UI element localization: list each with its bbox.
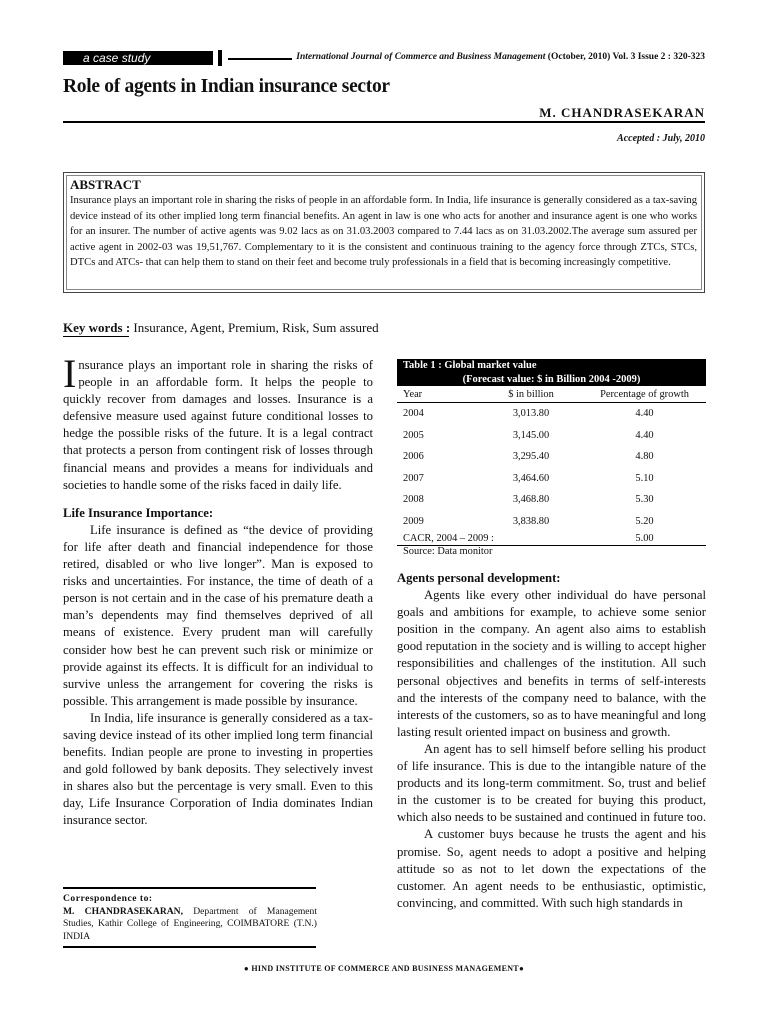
table-row	[397, 425, 706, 447]
life-insurance-paragraph-1: Life insurance is defined as “the device of providing for life after death and financial independence for those retired, disabled or who live longer”. Man is exposed to risks and uncertainties. For instance, the time of death of a person is not certain and in the case of his premature death a man’s dependents may find themselves deprived of all means of existence. Every prudent man will carefully consider how best he can prevent such risk or minimize or provide against its effects. It is difficult for an individual to survive unless the arrangement for covering the risks is possible. This arrangement is made possible by insurance.	[63, 522, 373, 708]
table-cell-growth: 4.80	[635, 451, 654, 463]
table-cell-growth: 5.30	[635, 494, 654, 506]
table-cell-year: 2008	[403, 494, 424, 506]
correspondence-block	[63, 893, 317, 943]
column-header-growth: Percentage of growth	[583, 386, 706, 403]
journal-name: International Journal of Commerce and Business Management	[296, 52, 546, 62]
keywords-label: Key words :	[63, 320, 131, 335]
table-cell-growth: 5.10	[635, 472, 654, 484]
table-cell-value: 3,838.80	[512, 515, 550, 527]
abstract-heading: ABSTRACT	[70, 177, 141, 192]
cagr-label: CACR, 2004 – 2009 :	[397, 532, 583, 546]
table-header-row	[397, 386, 706, 403]
table-cell-value: 3,013.80	[512, 408, 550, 420]
table-cell-year: 2006	[403, 451, 424, 463]
journal-meta: (October, 2010) Vol. 3 Issue 2 : 320-323	[547, 52, 705, 62]
table-cell-year: 2004	[403, 408, 424, 420]
table-cell-value: 3,468.80	[512, 494, 550, 506]
table-cell-value: 3,464.60	[512, 472, 550, 484]
agents-paragraph-3: A customer buys because he trusts the agent and his promise. So, agent needs to adopt a positive and helping attitude so as not to let down the expectations of the customer. An agent needs to be enthusiastic, optimistic, convincing, and committed. With such high standards in	[397, 827, 706, 910]
correspondence-rule-bottom	[63, 946, 316, 948]
agents-paragraph-2: An agent has to sell himself before selling his product of life insurance. This is due to the intangible nature of the products and its long-term commitment. So, trust and belief in the customer is to be created for buying this product, which also needs to be sustained and continued in future too.	[397, 741, 707, 825]
correspondence-rule-top	[63, 887, 316, 889]
intro-text: nsurance plays an important role in sharing the risks of people in an affordable form. It helps the people to quickly recover from damages and losses. Insurance is a defensive measure used against future conditional losses to hedge the possible risks of the future. It is a legal contract that protects a person from contingent risk of losses through financial means and provides a means for individuals and societies to handle some of the risks faced in daily life.	[63, 358, 373, 492]
keywords-underline	[63, 336, 129, 337]
table-subtitle: (Forecast value: $ in Billion 2004 -2009)	[397, 373, 706, 386]
author-name: M. CHANDRASEKARAN	[539, 105, 705, 120]
correspondence-heading: Correspondence to:	[63, 893, 153, 904]
article-title: Role of agents in Indian insurance sector	[63, 76, 390, 97]
table-cell-value: 3,145.00	[512, 429, 550, 441]
table-cell-growth: 5.20	[635, 515, 654, 527]
table-cell-year: 2009	[403, 515, 424, 527]
life-insurance-paragraph-2: In India, life insurance is generally considered as a tax-saving device instead of its other implied long term financial benefits. Indian people are prone to investing in properties and gold followed by bank deposits. They selectively invest in shares also but the percentage is very small. Even to this day, Life Insurance Corporation of India dominates Indian insurance sector.	[63, 710, 373, 828]
table-cell-value: 3,295.40	[512, 451, 550, 463]
section-heading-agents: Agents personal development:	[397, 571, 561, 585]
table-row	[397, 468, 706, 490]
table-cell-growth: 4.40	[635, 429, 654, 441]
page-footer: ● HIND INSTITUTE OF COMMERCE AND BUSINESS MANAGEMENT●	[243, 964, 525, 973]
table-row	[397, 511, 706, 533]
accepted-date: Accepted : July, 2010	[617, 133, 705, 144]
abstract-text: Insurance plays an important role in sharing the risks of people in an affordable form. In India, life insurance is generally considered as a tax-saving device instead of its other implied long term financial benefits. An agent in law is one who acts for another and insurance agent is one who works for an insurer. The number of active agents was 9.02 lacs as on 31.03.2003 compared to 7.44 lacs as on 31.03.2002.The average sum assured per active agent in 2002-03 was 19,51,767. Complementary to it is the consistent and continuous training to the agency force through ZTCs, STCs, DTCs and ATCs- that can help them to stand on their feet and become truly professionals in a field that is becoming increasingly competitive.	[70, 195, 697, 269]
table-cell-year: 2005	[403, 429, 424, 441]
section-heading-life-insurance: Life Insurance Importance:	[63, 505, 214, 520]
table-source: Source: Data monitor	[403, 546, 493, 557]
journal-citation	[292, 52, 705, 62]
table-row-cagr	[397, 532, 706, 546]
correspondence-name: M. CHANDRASEKARAN,	[63, 905, 184, 917]
market-value-table	[397, 359, 706, 557]
table-row	[397, 446, 706, 468]
table-row	[397, 403, 706, 425]
banner-divider	[218, 50, 222, 66]
correspondence-address: Department of Management Studies, Kathir College of Engineering, COIMBATORE (T.N.) INDIA	[63, 905, 318, 942]
intro-paragraph	[63, 351, 373, 494]
keywords-values: Insurance, Agent, Premium, Risk, Sum assured	[133, 320, 379, 335]
column-header-year: Year	[397, 386, 479, 403]
right-column	[397, 570, 706, 912]
cagr-value: 5.00	[583, 532, 706, 546]
case-study-banner: a case study	[63, 51, 213, 65]
keywords	[63, 320, 379, 336]
author-rule	[63, 121, 705, 123]
correspondence-details	[63, 906, 317, 944]
column-header-value: $ in billion	[479, 386, 583, 403]
agents-paragraph-1: Agents like every other individual do have personal goals and ambitions for example, to achieve some senior position in the company. An agent also aims to establish good reputation in the society and is willing to accept higher responsibilities and challenges of the institution. All such personal objectives and benefits in terms of self-interests and the interests of the company need to balance, with the interests of the customers, so as to have meaningful and long lasting result oriented impact on business and growth.	[397, 588, 707, 739]
table-grid	[397, 386, 706, 546]
table-title: Table 1 : Global market value	[397, 359, 706, 373]
abstract-box	[66, 175, 702, 290]
table-row	[397, 489, 706, 511]
drop-cap: I	[63, 351, 77, 396]
table-cell-year: 2007	[403, 472, 424, 484]
left-column	[63, 351, 373, 830]
table-cell-growth: 4.40	[635, 408, 654, 420]
